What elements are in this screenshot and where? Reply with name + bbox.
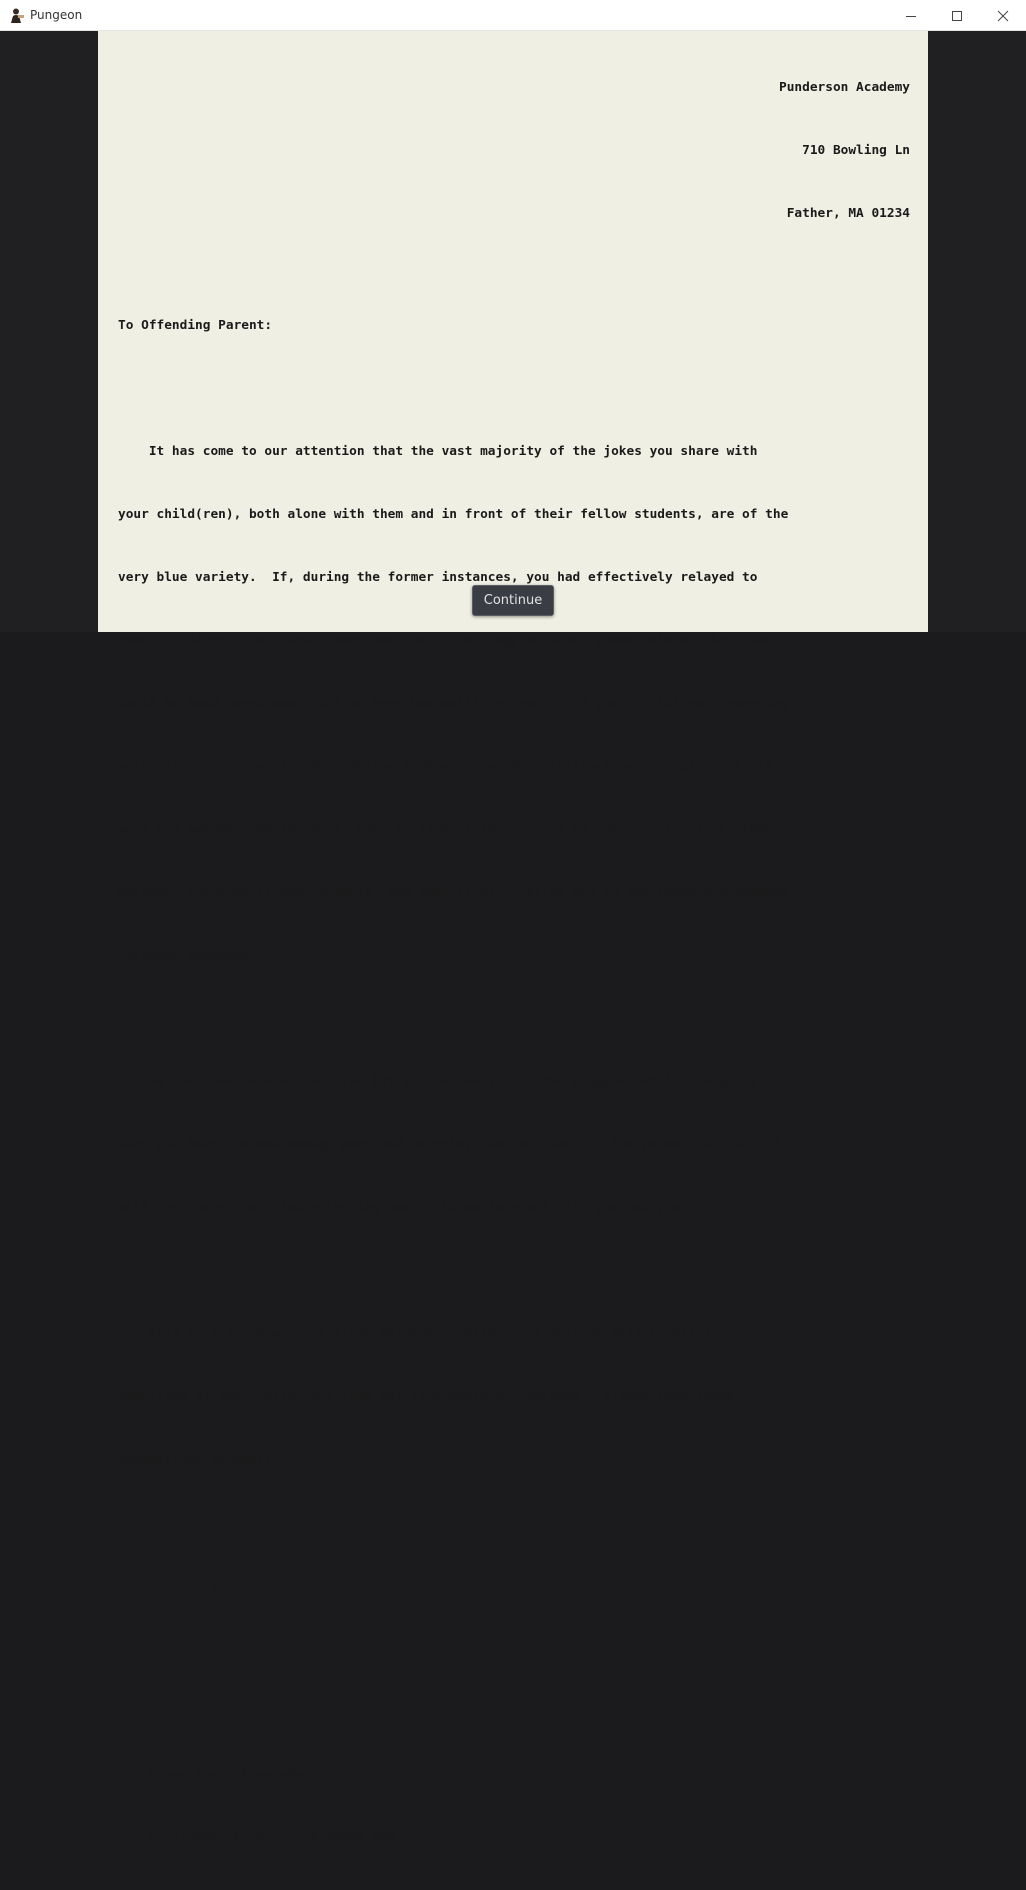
letter-paper [98, 31, 928, 1845]
paragraph-line: your child(ren), both alone with them and in front of their fellow students, are of the [118, 507, 789, 522]
paragraph-line: very blue variety. If, during the former instances, you had effectively relayed to [118, 570, 758, 585]
salutation: To Offending Parent: [118, 318, 273, 333]
minimize-button[interactable] [888, 0, 934, 30]
right-margin-panel [928, 31, 1026, 632]
closing: Sincerely, [118, 1578, 226, 1593]
close-icon [998, 6, 1008, 25]
signature-name: Susan Fouryaksandadog [118, 1767, 311, 1782]
title-bar[interactable] [0, 0, 1026, 31]
paragraph-line: Parental Handbook. [118, 948, 257, 963]
left-margin-panel [0, 31, 98, 632]
window-title: Pungeon [30, 8, 83, 22]
paragraph-line: As such, we have no recourse but to confine you to the Pungeon until such point [118, 1074, 758, 1089]
paragraph-line: your child(ren) that these jokes were not school appropriate, jokes told at that time [118, 633, 773, 648]
paragraph-line: parents' children is unacceptable, and specifically called out in the Punderson Academy [118, 885, 789, 900]
close-button[interactable] [980, 0, 1026, 30]
paragraph-line: expulsion of your child(ren) from our fine house of learning. Please take these [118, 1389, 735, 1404]
minimize-icon [906, 6, 916, 25]
maximize-button[interactable] [934, 0, 980, 30]
paragraph-line: could be hand waved away. But we have had multiple reports of your child(ren) repeating [118, 696, 789, 711]
paragraph-line: were not heeded. Furthermore, your telling of these sorts of jokes in front of other [118, 822, 773, 837]
maximize-icon [952, 6, 962, 25]
address-line: Father, MA 01234 [786, 206, 910, 221]
paragraph-line: suggestions to heart. [118, 1452, 280, 1467]
paragraph-line: will feel more comfortable letting our children interact with you and yours. [118, 1200, 704, 1215]
address-line: 710 Bowling Ln [802, 143, 910, 158]
letter-body [118, 35, 910, 1890]
paragraph-line: This will serve as your final warning. Further infractions will result in [118, 1326, 719, 1341]
paragraph-line: said off-color jokes to their fellow students, so those instructions, if given at all, [118, 759, 781, 774]
paragraph-line: that you have learned enough puns and wordplay that we, your fellow parents of the PTA, [118, 1137, 789, 1152]
continue-button[interactable]: Continue [472, 585, 554, 616]
signature-title: President, Punderson Academy PTA [118, 1830, 396, 1845]
pungeon-app-icon [9, 7, 26, 24]
paragraph-line: It has come to our attention that the vast majority of the jokes you share with [118, 444, 758, 459]
address-line: Punderson Academy [779, 80, 910, 95]
